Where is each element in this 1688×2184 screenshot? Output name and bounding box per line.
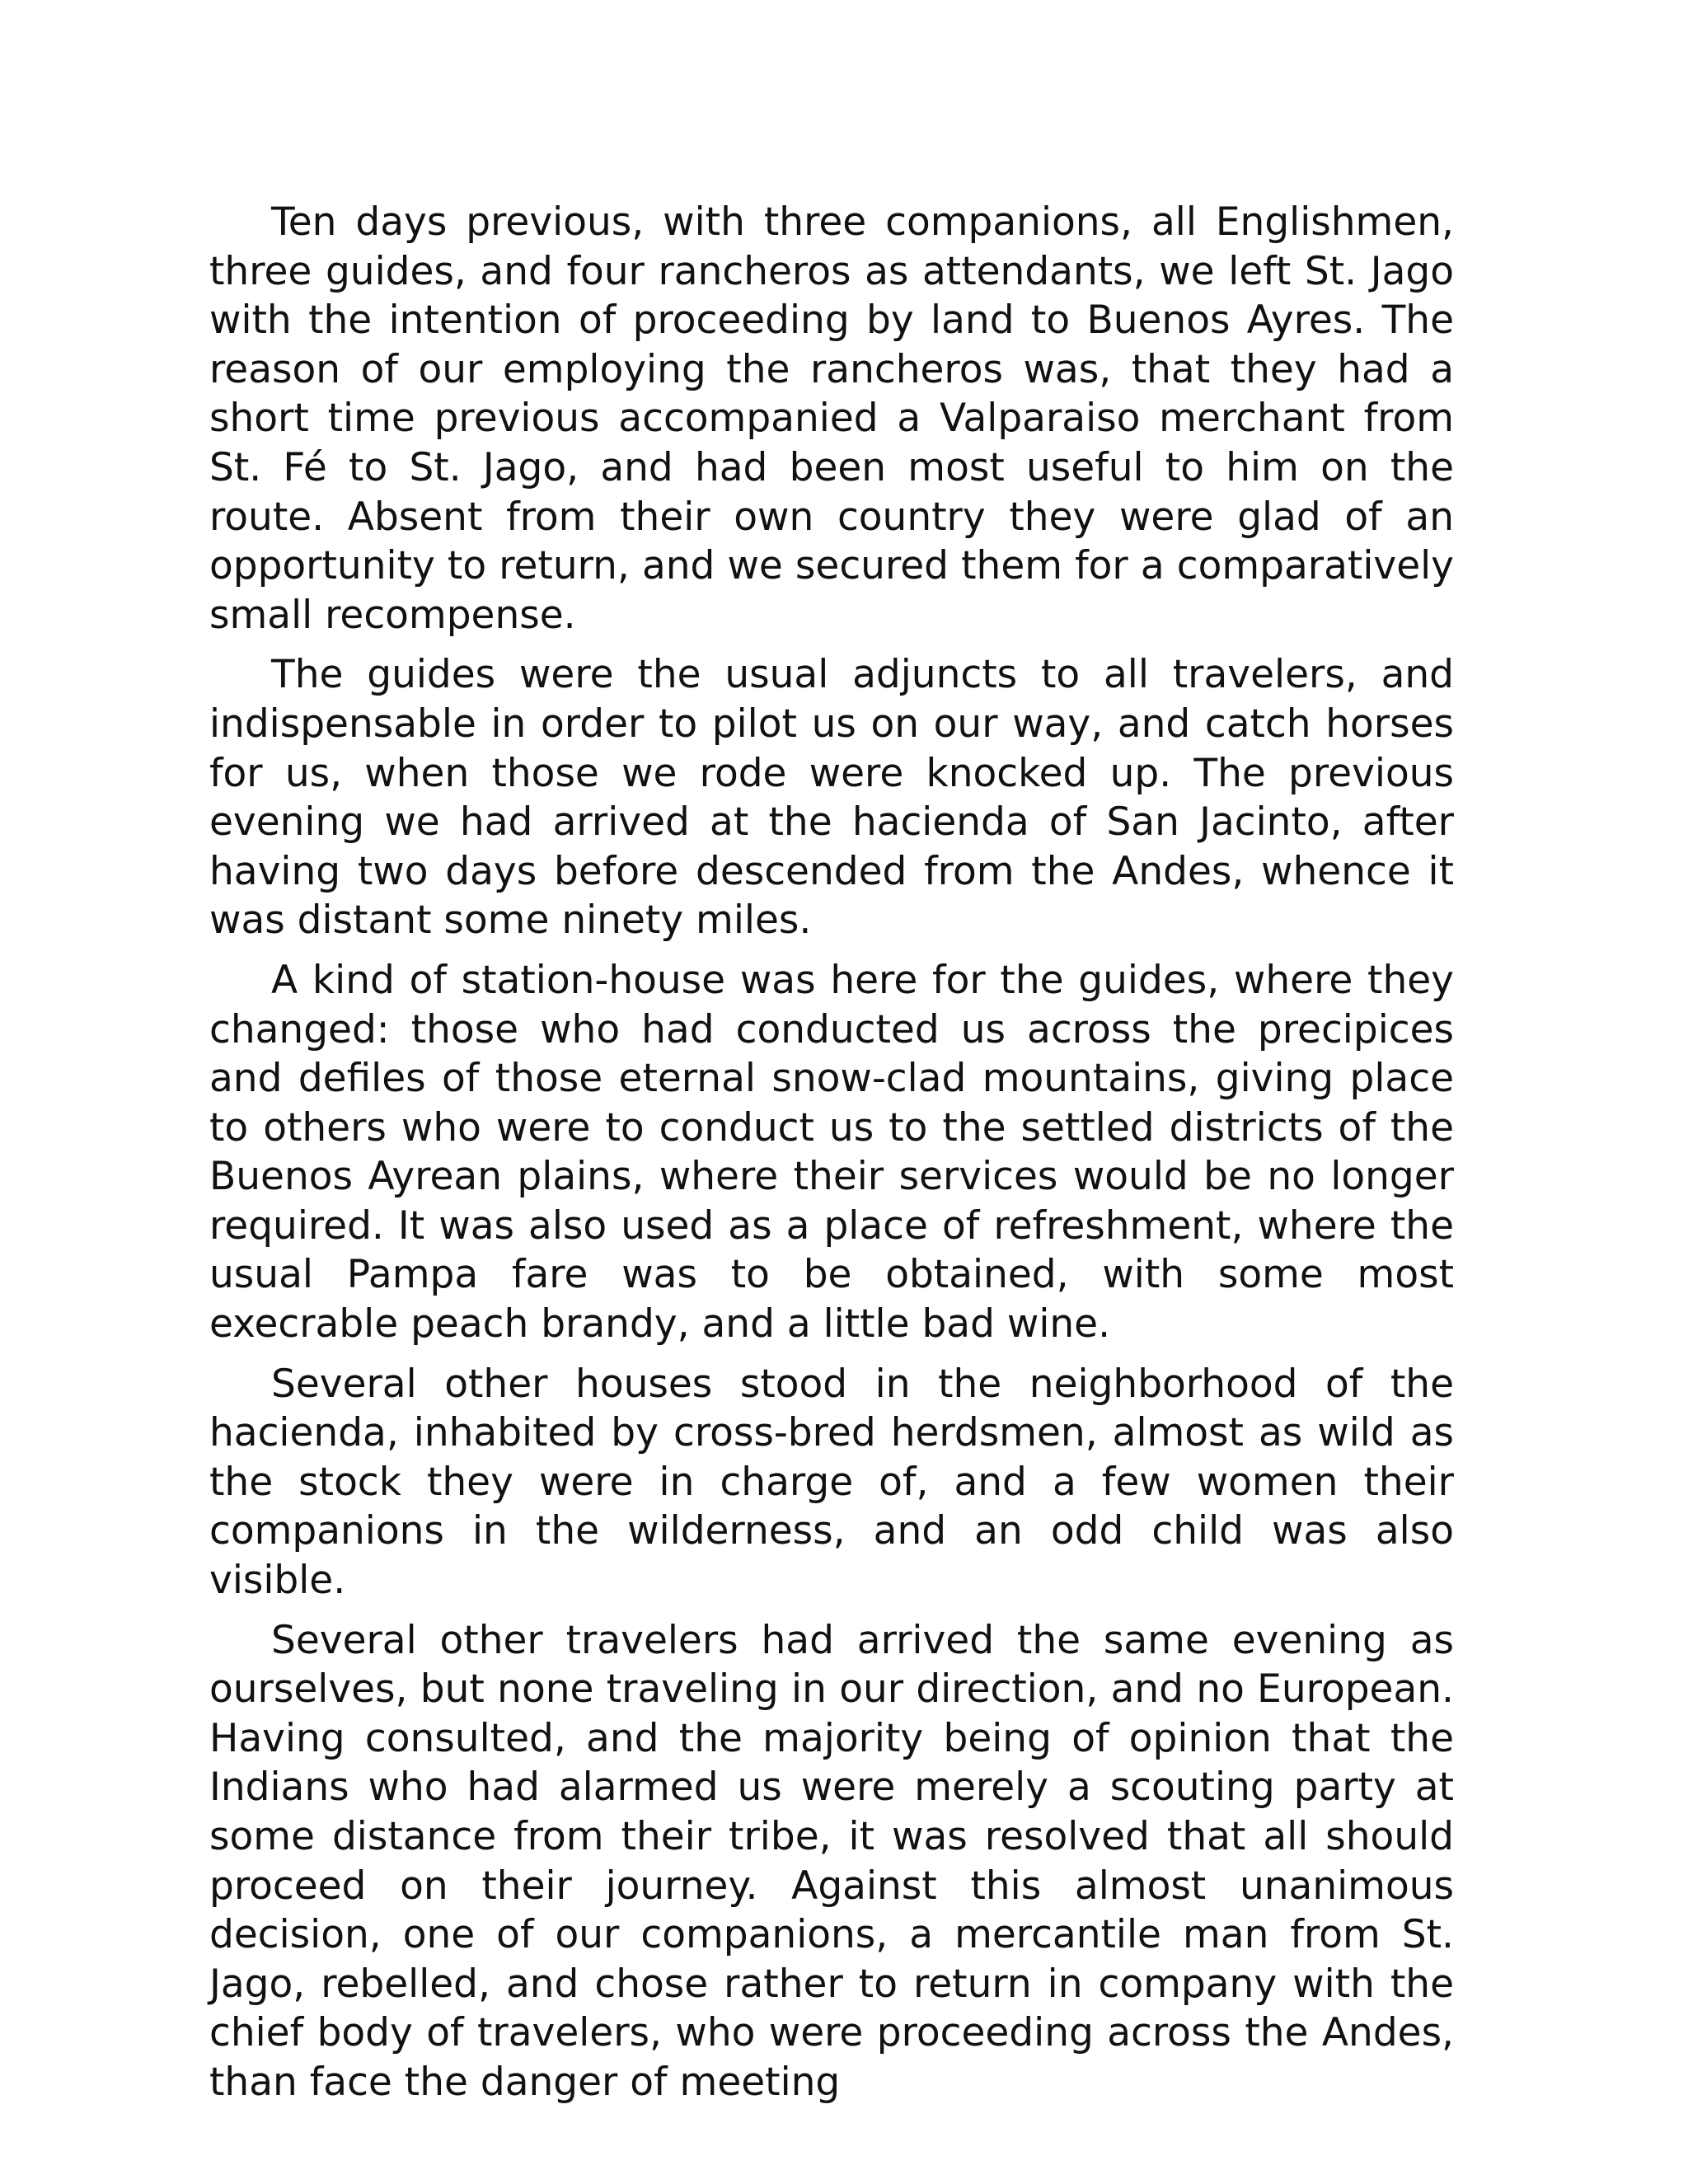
paragraph: A kind of station-house was here for the guides, where they changed: those who had conducted us across the precipices and defiles of those eternal snow-clad mountains, giving place to others who were to conduct us to the settled districts of the Buenos Ayrean plains, where their services would be no longer required. It was also used as a place of refreshment, where the usual Pampa fare was to be obtained, with some most execrable peach brandy, and a little bad wine. bbox=[209, 957, 1454, 1347]
paragraph: Ten days previous, with three companions, all Englishmen, three guides, and four rancheros as attendants, we left St. Jago with the intention of proceeding by land to Buenos Ayres. The reason of our employing the rancheros was, that they had a short time previous accompanied a Valparaiso merchant from St. Fé to St. Jago, and had been most useful to him on the route. Absent from their own country they were glad of an opportunity to return, and we secured them for a comparatively small recompense. bbox=[209, 199, 1454, 638]
paragraph: Several other houses stood in the neighborhood of the hacienda, inhabited by cross-bred herdsmen, almost as wild as the stock they were in charge of, and a few women their companions in the wilderness, and an odd child was also visible. bbox=[209, 1361, 1454, 1604]
document-page bbox=[209, 198, 1454, 2118]
paragraph: Several other travelers had arrived the same evening as ourselves, but none traveling in our direction, and no European. Having consulted, and the majority being of opinion that the Indians who had alarmed us were merely a scouting party at some distance from their tribe, it was resolved that all should proceed on their journey. Against this almost unanimous decision, one of our companions, a mercantile man from St. Jago, rebelled, and chose rather to return in company with the chief body of travelers, who were proceeding across the Andes, than face the danger of meeting bbox=[209, 1617, 1454, 2105]
paragraph: The guides were the usual adjuncts to all travelers, and indispensable in order to pilot us on our way, and catch horses for us, when those we rode were knocked up. The previous evening we had arrived at the hacienda of San Jacinto, after having two days before descended from the Andes, whence it was distant some ninety miles. bbox=[209, 652, 1454, 944]
